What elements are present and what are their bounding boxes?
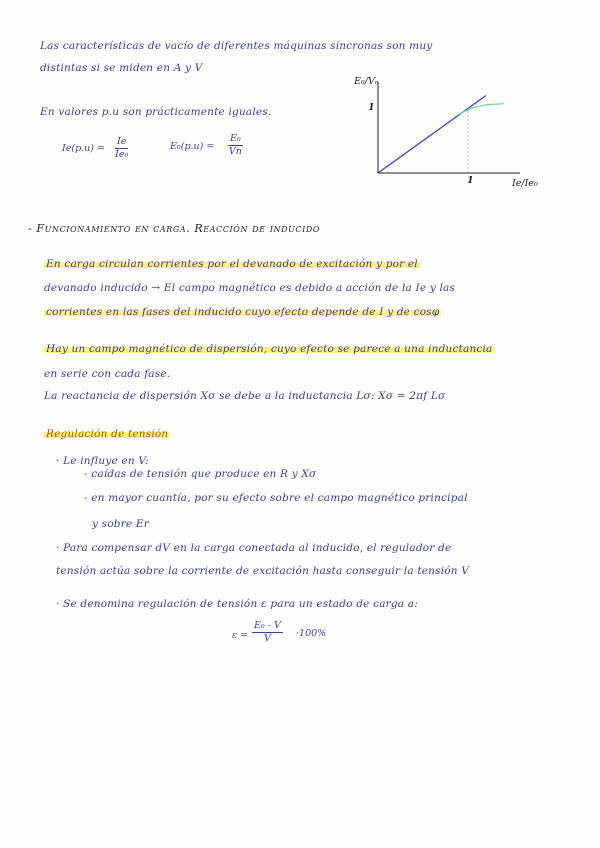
chart-xlabel: Ie/Ie₀ [512, 178, 538, 189]
regulation-eq-numerator: E₀ - V [254, 620, 281, 631]
b1a-line: - caídas de tensión que produce en R y Xσ [84, 468, 317, 480]
ie-pu-fraction [115, 136, 128, 161]
e0-pu-label: E₀(p.u) = [170, 141, 215, 152]
p2-line-b: en serie con cada fase. [44, 368, 171, 380]
b1-line: · Le influye en V: [56, 455, 149, 467]
chart-series-line-1 [378, 96, 486, 174]
intro-line-2: distintas si se miden en A y V [40, 62, 203, 74]
regulation-eq-right: ·100% [296, 628, 327, 639]
b2-line-b: tensión actúa sobre la corriente de excitación hasta conseguir la tensión V [56, 565, 470, 577]
chart-ylabel: E₀/Vₙ [354, 76, 379, 87]
b1c-line: y sobre Er [92, 518, 149, 530]
section-title-voltage-regulation: Regulación de tensión [46, 428, 169, 440]
e0-pu-fraction [228, 133, 243, 158]
chart-series-line-2 [459, 104, 504, 115]
e0-pu-denominator: Vn [228, 146, 242, 157]
section-title-load-operation: - Funcionamiento en carga. Reacción de inducido [28, 222, 321, 235]
b3-line: · Se denomina regulación de tensión ε para un estado de carga a: [56, 598, 418, 610]
p2-line-a: Hay un campo magnético de dispersión, cuyo efecto se parece a una inductancia [46, 343, 493, 355]
b1b-line: - en mayor cuantía, por su efecto sobre el campo magnético principal [84, 492, 468, 504]
chart-x-tick: 1 [467, 175, 474, 186]
chart-y-tick: 1 [368, 102, 375, 113]
intro-line-1: Las características de vacío de diferentes máquinas síncronas son muy [40, 40, 433, 52]
ie-pu-denominator: Ie₀ [115, 149, 129, 160]
ie-pu-label: Ie(p.u) = [62, 143, 105, 154]
p1-line-a: En carga circulan corrientes por el devanado de excitación y por el [46, 258, 418, 270]
ie-pu-numerator: Ie [117, 136, 127, 147]
regulation-eq-fraction [252, 620, 283, 645]
e0-pu-numerator: E₀ [230, 133, 241, 144]
p1-line-c: corrientes en las fases del inducido cuyo efecto depende de I y de cosφ [46, 306, 440, 318]
p3-line: La reactancia de dispersión Xσ se debe a la inductancia Lσ: Xσ = 2πf Lσ [44, 390, 446, 402]
b2-line-a: · Para compensar dV en la carga conectada al inducido, el regulador de [56, 542, 452, 554]
regulation-eq-left: ε = [232, 630, 249, 641]
regulation-eq-denominator: V [263, 633, 271, 644]
p1-line-b: devanado inducido → El campo magnético es debido a acción de la Ie y las [44, 282, 456, 294]
intro-line-3: En valores p.u son prácticamente iguales. [40, 106, 272, 118]
